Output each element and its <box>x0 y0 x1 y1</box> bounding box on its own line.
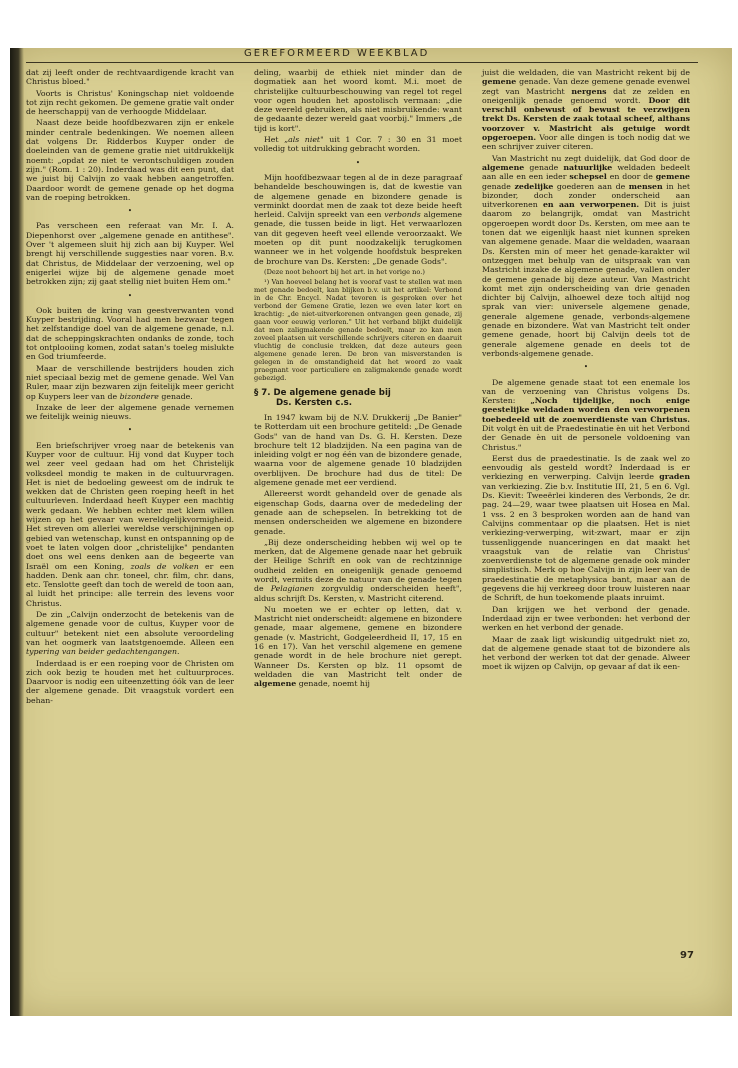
paragraph: Nu moeten we er echter op letten, dat v. Mastricht niet onderscheidt: algemene en bizondere genade, maar algemene, gemene en bizondere genade (v. Mastricht, Godgeleerdheid II, 17, 15 en 16 en 17). Van het verschil algemene en gemene genade wordt in de hele brochure niet gerept. Wanneer Ds. Kersten op blz. 11 opsomt de weldaden die van Mastricht telt onder de algemene genade, noemt hij <box>254 604 462 689</box>
paragraph: Eerst dus de praedestinatie. Is de zaak wel zo eenvoudig als gesteld wordt? Inderdaad is er verkiezing en verwerping. Calvijn leerde graden van verkiezing. Zie b.v. Institutie III, 21, 5 en 6. Vgl. Ds. Kievit: Tweeërlei kinderen des Verbonds, 2e dr. pag. 24—29, waar twee plaatsen uit Hosea en Mal. 1 vss. 2 en 3 besproken worden aan de hand van Calvijns commentaar op die plaatsen. Het is niet verkiezing-verwerping, wit-zwart, maar er zijn tussenliggende nuanceringen en dat maakt het vraagstuk van de relatie van Christus' zoenverdienste tot de algemene genade ook minder simplistisch. Merk op hoe Calvijn in zijn leer van de praedestinatie de metaphysica bant, maar aan de gegevens die hij verkreeg door trouw luisteren naar de Schrift, de hun toekomende plaats inruimt. <box>482 453 690 603</box>
page-number: 97 <box>680 950 694 961</box>
separator: • <box>583 363 589 372</box>
separator: • <box>127 426 133 435</box>
separator: • <box>355 158 361 167</box>
separator: • <box>127 207 133 216</box>
paragraph: Maar de verschillende bestrijders houden zich niet speciaal bezig met de gemene genade. Wel Van Ruler, maar zijn bezwaren zijn feitelijk meer gericht op Kuypers leer van de bizondere genade. <box>26 363 234 401</box>
paragraph: juist die weldaden, die van Mastricht rekent bij de gemene genade. Van deze gemene genade evenwel zegt van Mastricht nergens dat ze zelden en oneigenlijk genade genoemd wordt. Door dit verschil onbewust of bewust te verzwijgen trekt Ds. Kersten de zaak totaal scheef, althans voorzover v. Mastricht als getuige wordt opgeroepen. Voor alle dingen is toch nodig dat we een schrijver zuiver citeren. <box>482 68 690 152</box>
paragraph: Een briefschrijver vroeg naar de betekenis van Kuyper voor de cultuur. Hij vond dat Kuyper toch wel zeer veel gedaan had om het Christelijk volksdeel mondig te maken in de cultuurvragen. Het is niet de bedoeling geweest om de indruk te wekken dat de Christen geen roeping heeft in het cultuurleven. Inderdaad heeft Kuyper een machtig werk gedaan. We hebben echter met klem willen wijzen op het gevaar van wereldgelijkvormigheid. Het streven om allerlei wereldse verschijningen op gebied van wetenschap, kunst en ontspanning op de voet te laten volgen door „christelijke" pendanten doet ons wel eens denken aan de begeerte van Israël om een Koning, zoals de volken er een hadden. Denk aan chr. toneel, chr. film, chr. dans, etc. Tenslotte geeft dan toch de wereld de toon aan, al luidt het principe: alle terrein des levens voor Christus. <box>26 440 234 608</box>
page-margin-top <box>0 0 738 48</box>
separator: • <box>127 291 133 300</box>
footnote-header: (Deze noot behoort bij het art. in het vorige no.) <box>264 267 425 276</box>
column-2 <box>254 68 462 691</box>
paragraph: Voorts is Christus' Koningschap niet voldoende tot zijn recht gekomen. De gemene gratie valt onder de heerschappij van de verhoogde Middelaar. <box>26 88 234 117</box>
running-header: GEREFORMEERD WEEKBLAD <box>244 48 430 59</box>
paragraph: Dan krijgen we het verbond der genade. Inderdaad zijn er twee verbonden: het verbond der werken en het verbond der genade. <box>482 604 690 633</box>
paragraph: In 1947 kwam bij de N.V. Drukkerij „De Banier" te Rotterdam uit een brochure getiteld: „De Genade Gods" van de hand van Ds. G. H. Kersten. Deze brochure telt 12 bladzijden. Na een pagina van de inleiding volgt er nog één van de bizondere genade, waarna voor de algemene genade 10 bladzijden overblijven. De brochure had dus de titel: De algemene genade met eer verdiend. <box>254 412 462 488</box>
paragraph: Van Mastricht nu zegt duidelijk, dat God door de algemene genade natuurlijke weldaden bedeelt aan alle en een ieder schepsel en door de gemene genade zedelijke goederen aan de mensen in het bizonder, doch zonder onderscheid aan uitverkorenen en aan verworpenen. Dit is juist daarom zo belangrijk, omdat van Mastricht opgeroepen wordt door Ds. Kersten, om mee aan te tonen dat we eigenlijk haast niet kunnen spreken van algemene genade. Maar die weldaden, waaraan Ds. Kersten min of meer het genade-karakter wil ontzeggen met behulp van de uitspraak van van Mastricht inzake de algemene genade, vallen onder de gemene genade bij deze auteur. Van Mastricht komt met zijn onderscheiding van drie genaden dichter bij Calvijn, alhoewel deze toch altijd nog sprak van vier: universele algemene genade, generale algemene genade, verbonds-algemene genade en bizondere. Wat van Mastricht telt onder gemene genade, hoort bij Calvijn deels tot de generale algemene genade en deels tot de verbonds-algemene genade. <box>482 153 691 358</box>
header-rule <box>26 62 698 63</box>
paragraph: De algemene genade staat tot een enemale los van de verzoening van Christus volgens Ds. Kersten: „Noch tijdelijke, noch enige geestelijke weldaden worden den verworpenen toebedeeld uit de zoenverdienste van Christus. Dit volgt èn uit de Praedestinatie èn uit het Verbond der Genade èn uit de personele voldoening van Christus." <box>482 377 690 452</box>
paragraph: deling, waarbij de ethiek niet minder dan de dogmatiek aan het woord komt. M.i. moet de christelijke cultuurbeschouwing van regel tot regel voor ogen houden het apostolisch vermaan: „die deze wereld gebruiken, als niet misbruikende: want de gedaante dezer wereld gaat voorbij." Immers „de tijd is kort". <box>254 68 462 133</box>
paragraph: dat zij leeft onder de rechtvaardigende kracht van Christus bloed." <box>26 68 234 87</box>
column-3 <box>482 68 690 674</box>
paragraph: Inderdaad is er een roeping voor de Christen om zich ook bezig te houden met het cultuurproces. Daarvoor is nodig een uiteenzetting óók van de leer der algemene genade. Dit vraagstuk vordert een behan- <box>26 658 234 705</box>
paragraph: Pas verscheen een referaat van Mr. I. A. Diepenhorst over „algemene genade en antithese". Over 't algemeen sluit hij zich aan bij Kuyper. Wel brengt hij verschillende suggesties naar voren. B.v. dat Christus, de Middelaar der verzoening, wel op enigerlei wijze bij de algemene genade moet betrokken zijn; zij gaat stellig niet buiten Hem om." <box>26 221 234 287</box>
paragraph: Het „als niet" uit 1 Cor. 7 : 30 en 31 moet volledig tot uitdrukking gebracht worden. <box>254 135 462 154</box>
paragraph: Allereerst wordt gehandeld over de genade als eigenschap Gods, daarna over de mededeling der genade aan de schepselen. In betrekking tot de mensen onderscheiden we algemene en bizondere genade. <box>254 489 462 536</box>
paragraph: De zin „Calvijn onderzocht de betekenis van de algemene genade voor de cultus, Kuyper voor de cultuur" betekent niet een absolute veroordeling van het oogmerk van laatstgenoemde. Alleen een typering van beider gedachtengangen. <box>26 610 234 657</box>
column-1 <box>26 68 234 707</box>
paragraph: Maar de zaak ligt wiskundig uitgedrukt niet zo, dat de algemene genade staat tot de bizondere als het verbond der werken tot dat der genade. Alweer moet ik wijzen op Calvijn, op gevaar af dat ik een- <box>482 634 690 672</box>
paragraph: „Bij deze onderscheiding hebben wij wel op te merken, dat de Algemene genade naar het gebruik der Heilige Schrift en ook van de rechtzinnige oudheid zelden en oneigenlijk genade genoemd wordt, vermits deze de natuur van de genade tegen de Pelagianen zorgvuldig onderscheiden heeft", aldus schrijft Ds. Kersten, v. Mastricht citerend. <box>254 537 462 603</box>
footnote: ¹) Van hoeveel belang het is vooraf vast te stellen wat men met genade bedoelt, kan blijken b.v. uit het artikel: Verbond in de Chr. Encycl. Nadat tevoren is gesproken over het verbond der Gemene Gratie, lezen we even later kort en krachtig: „de niet-uitverkorenen ontvangen geen genade, zij gaan voor eeuwig verloren." Uit het verband blijkt duidelijk dat men zaligmakende genade bedoelt, maar zo kan men zoveel plaatsen uit verschillende schrijvers citeren en daaruit vluchtig de conclusie trekken, dat deze auteurs geen algemene genade leren. De bron van misverstanden is gelegen in de omstandigheid dat het woord zo vaak praegnant voor particuliere en zaligmakende genade wordt gebezigd. <box>254 277 462 382</box>
paragraph: Naast deze beide hoofdbezwaren zijn er enkele minder centrale bedenkingen. We noemen alleen dat volgens Dr. Ridderbos Kuyper onder de doeleinden van de gemene gratie niet uitdrukkelijk noemt: „opdat ze niet te verontschuldigen zouden zijn." (Rom. 1 : 20). Inderdaad was dit een punt, dat we juist bij Calvijn zo vaak hebben aangetroffen. Daardoor wordt de gemene genade op het dogma van de roeping betrokken. <box>26 118 234 202</box>
paragraph: Mijn hoofdbezwaar tegen al de in deze paragraaf behandelde beschouwingen is, dat de kwestie van de algemene genade en bizondere genade is verminkt doordat men de zaak tot deze beide heeft herleid. Calvijn spreekt van een verbonds algemene genade, die tussen beide in ligt. Het verwaarlozen van dit gegeven heeft veel ellende veroorzaakt. We moeten op dit punt noodzakelijk terugkomen wanneer we in het volgende hoofdstuk bespreken de brochure van Ds. Kersten: „De genade Gods". <box>254 172 462 266</box>
section-heading: § 7. De algemene genade bij Ds. Kersten c.s. <box>254 387 391 409</box>
paragraph: Ook buiten de kring van geestverwanten vond Kuyper bestrijding. Vooral had men bezwaar tegen het zelfstandige doel van de algemene genade, n.l. dat de scheppingskrachten ondanks de zonde, toch tot ontplooiing komen, zodat satan's toeleg mislukte en God triumfeerde. <box>26 305 234 362</box>
paragraph: Inzake de leer der algemene genade vernemen we feitelijk weinig nieuws. <box>26 402 234 422</box>
binding-edge <box>10 48 24 1016</box>
